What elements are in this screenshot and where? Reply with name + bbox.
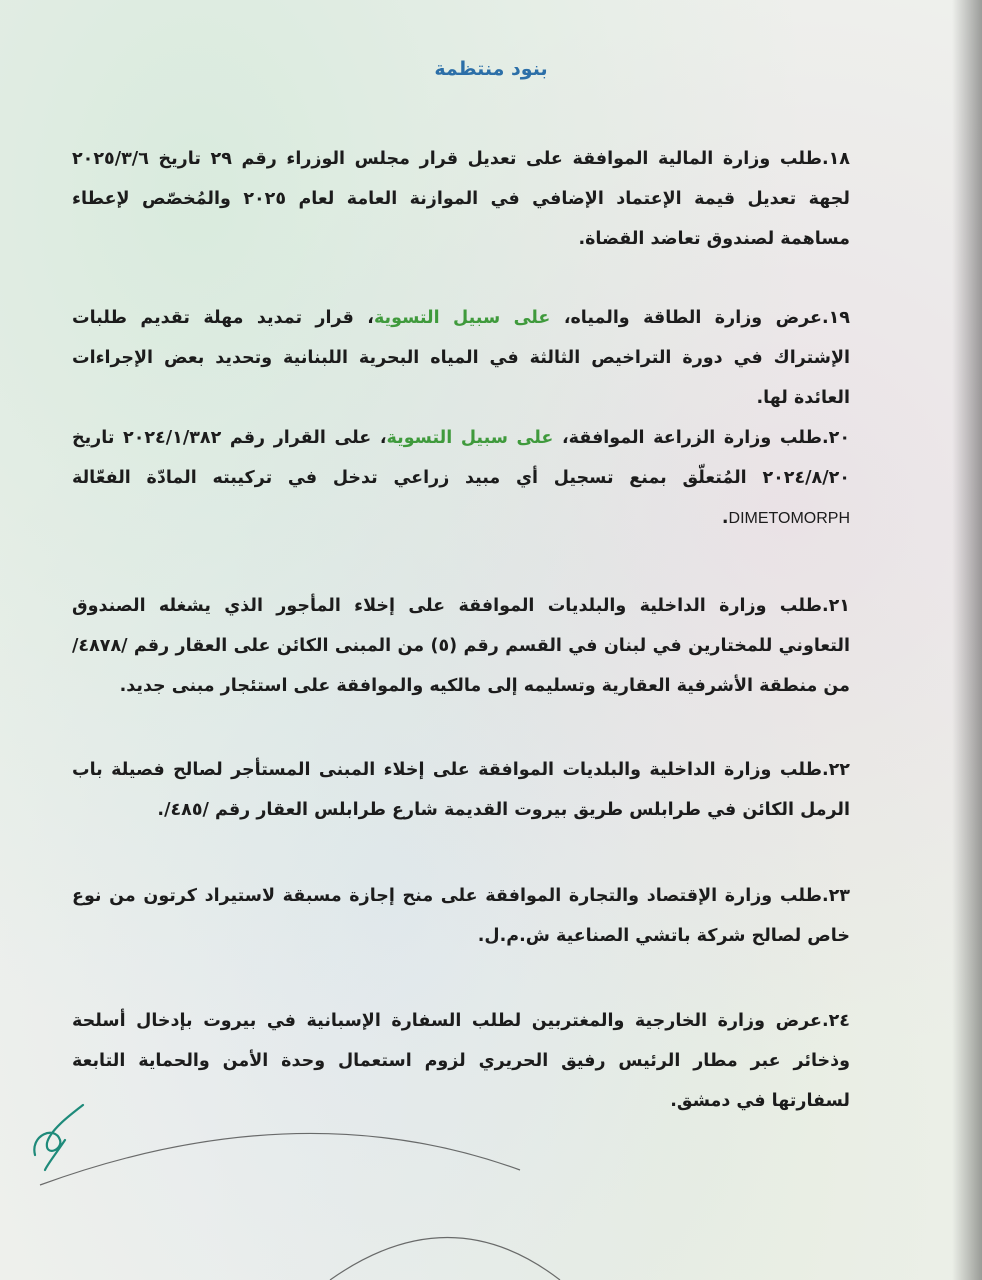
agenda-item-20: ٢٠.طلب وزارة الزراعة الموافقة، على سبيل التسوية، على القرار رقم ٢٠٢٤/١/٣٨٢ تاريخ ٢٠٢٤/٨/٢٠ المُتعلّق بمنع تسجيل أي مبيد زراعي تدخل في تركيبته المادّة الفعّالة DIMETOMORPH. bbox=[72, 428, 851, 528]
item-text-continued: ، على القرار رقم ٢٠٢٤/١/٣٨٢ تاريخ ٢٠٢٤/٨/٢٠ المُتعلّق بمنع تسجيل أي مبيد زراعي تدخل في تركيبته المادّة الفعّالة bbox=[72, 428, 850, 488]
item-text-continued: ، قرار تمديد مهلة تقديم طلبات الإشتراك في دورة التراخيص الثالثة في المياه البحرية اللبنانية وتحديد بعض الإجراءات العائدة لها. bbox=[72, 308, 850, 408]
item-number: ٢٣ bbox=[828, 886, 850, 906]
item-text: طلب وزارة الداخلية والبلديات الموافقة على إخلاء المأجور الذي يشغله الصندوق التعاوني للمختارين في لبنان في القسم رقم (٥) من المبنى الكائن على العقار رقم /٤٨٧٨/ من منطقة الأشرفية العقارية وتسليمه إلى مالكيه والموافقة على استئجار مبنى جديد. bbox=[72, 596, 850, 696]
item-number: ١٩ bbox=[828, 308, 850, 328]
photo-shadow-edge bbox=[952, 0, 982, 1280]
item-number: ٢٠ bbox=[828, 428, 851, 448]
section-heading: بنود منتظمة bbox=[434, 58, 548, 80]
item-number: ٢٤ bbox=[828, 1011, 850, 1031]
handwritten-initial bbox=[25, 1095, 105, 1175]
agenda-item-18: ١٨.طلب وزارة المالية الموافقة على تعديل قرار مجلس الوزراء رقم ٢٩ تاريخ ٢٠٢٥/٣/٦ لجهة تعديل قيمة الإعتماد الإضافي في الموازنة العامة لعام ٢٠٢٥ والمُخصّص لإعطاء مساهمة لصندوق تعاضد القضاة. bbox=[72, 149, 850, 249]
settlement-highlight: على سبيل التسوية bbox=[373, 308, 551, 328]
item-text-end: . bbox=[721, 508, 729, 528]
agenda-item-23: ٢٣.طلب وزارة الإقتصاد والتجارة الموافقة على منح إجازة مسبقة لاستيراد كرتون من نوع خاص لصالح شركة باتشي الصناعية ش.م.ل. bbox=[72, 886, 850, 946]
item-text: طلب وزارة الزراعة الموافقة، bbox=[553, 428, 822, 448]
item-text: عرض وزارة الخارجية والمغتربين لطلب السفارة الإسبانية في بيروت بإدخال أسلحة وذخائر عبر مطار الرئيس رفيق الحريري لزوم استعمال وحدة الأمن والحماية التابعة لسفارتها في دمشق. bbox=[72, 1011, 850, 1111]
settlement-highlight: على سبيل التسوية bbox=[386, 428, 554, 448]
agenda-item-22: ٢٢.طلب وزارة الداخلية والبلديات الموافقة على إخلاء المبنى المستأجر لصالح فصيلة باب الرمل الكائن في طرابلس طريق بيروت القديمة شارع طرابلس العقار رقم /٤٨٥/. bbox=[72, 760, 850, 820]
agenda-item-19: ١٩.عرض وزارة الطاقة والمياه، على سبيل التسوية، قرار تمديد مهلة تقديم طلبات الإشتراك في دورة التراخيص الثالثة في المياه البحرية اللبنانية وتحديد بعض الإجراءات العائدة لها. bbox=[72, 308, 850, 408]
item-text: طلب وزارة الإقتصاد والتجارة الموافقة على منح إجازة مسبقة لاستيراد كرتون من نوع خاص لصالح شركة باتشي الصناعية ش.م.ل. bbox=[72, 886, 850, 946]
agenda-item-24: ٢٤.عرض وزارة الخارجية والمغتربين لطلب السفارة الإسبانية في بيروت بإدخال أسلحة وذخائر عبر مطار الرئيس رفيق الحريري لزوم استعمال وحدة الأمن والحماية التابعة لسفارتها في دمشق. bbox=[72, 1011, 850, 1111]
agenda-item-21: ٢١.طلب وزارة الداخلية والبلديات الموافقة على إخلاء المأجور الذي يشغله الصندوق التعاوني للمختارين في لبنان في القسم رقم (٥) من المبنى الكائن على العقار رقم /٤٨٧٨/ من منطقة الأشرفية العقارية وتسليمه إلى مالكيه والموافقة على استئجار مبنى جديد. bbox=[72, 596, 850, 696]
item-number: ٢٢ bbox=[828, 760, 850, 780]
item-text: طلب وزارة الداخلية والبلديات الموافقة على إخلاء المبنى المستأجر لصالح فصيلة باب الرمل الكائن في طرابلس طريق بيروت القديمة شارع طرابلس العقار رقم /٤٨٥/. bbox=[72, 760, 850, 820]
item-text: طلب وزارة المالية الموافقة على تعديل قرار مجلس الوزراء رقم ٢٩ تاريخ ٢٠٢٥/٣/٦ لجهة تعديل قيمة الإعتماد الإضافي في الموازنة العامة لعام ٢٠٢٥ والمُخصّص لإعطاء مساهمة لصندوق تعاضد القضاة. bbox=[72, 149, 850, 249]
item-number: ٢١ bbox=[828, 596, 850, 616]
item-number: ١٨ bbox=[828, 149, 850, 169]
item-text: عرض وزارة الطاقة والمياه، bbox=[550, 308, 822, 328]
substance-name: DIMETOMORPH bbox=[728, 510, 850, 527]
